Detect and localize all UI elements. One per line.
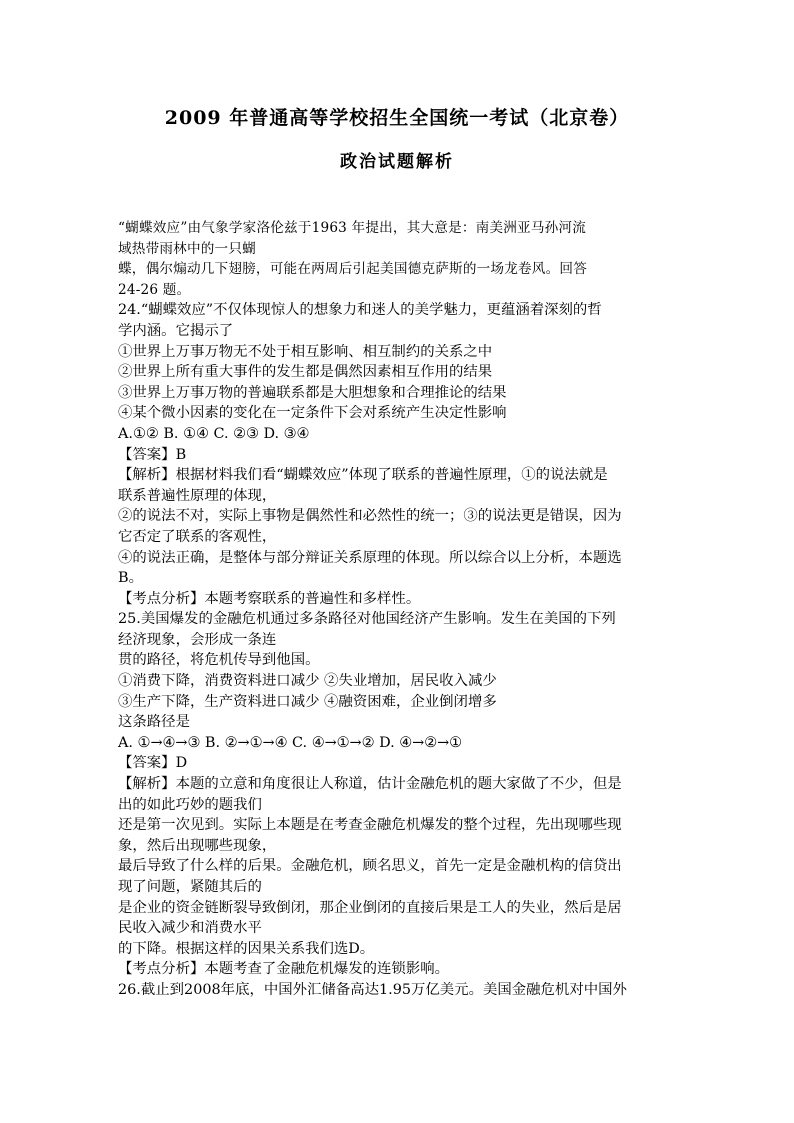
text-line: 最后导致了什么样的后果。金融危机，顾名思义，首先一定是金融机构的信贷出 [118,858,622,875]
text-line: 象，然后出现哪些现象， [118,837,277,854]
text-line: ②世界上所有重大事件的发生都是偶然因素相互作用的结果 [118,364,493,381]
text-line: 还是第一次见到。实际上本题是在考查金融危机爆发的整个过程，先出现哪些现 [118,817,622,834]
text-line: 【答案】D [118,755,188,772]
text-line: 【解析】本题的立意和角度很让人称道，估计金融危机的题大家做了不少，但是 [118,776,622,793]
question-content [118,300,683,1000]
text-line: ③生产下降，生产资料进口减少 ④融资困难，企业倒闭增多 [118,693,497,710]
text-line: 25.美国爆发的金融危机通过多条路径对他国经济产生影响。发生在美国的下列 [118,611,616,628]
text-line: ②的说法不对，实际上事物是偶然性和必然性的统一；③的说法更是错误，因为 [118,508,622,525]
text-line: 域热带雨林中的一只蝴 [118,240,256,257]
text-line: 蝶，偶尔煽动几下翅膀，可能在两周后引起美国德克萨斯的一场龙卷风。回答 [118,261,587,278]
text-line: 26.截止到2008年底，中国外汇储备高达1.95万亿美元。美国金融危机对中国外 [118,981,627,998]
text-line: 24.“蝴蝶效应”不仅体现惊人的想象力和迷人的美学魅力，更蕴涵着深刻的哲 [118,302,602,319]
text-line: ③世界上万事万物的普遍联系都是大胆想象和合理推论的结果 [118,384,507,401]
text-line: 是企业的资金链断裂导致倒闭，那企业倒闭的直接后果是工人的失业，然后是居 [118,899,622,916]
text-line: 贯的路径，将危机传导到他国。 [118,652,320,669]
document-title: 2009 年普通高等学校招生全国统一考试（北京卷） [164,107,630,129]
text-line: A. ①→④→③ B. ②→①→④ C. ④→①→② D. ④→②→① [118,734,463,751]
text-line: 【解析】根据材料我们看“蝴蝶效应”体现了联系的普遍性原理，①的说法就是 [118,467,608,484]
text-line: 学内涵。它揭示了 [118,322,234,339]
text-line: 民收入减少和消费水平 [118,920,262,937]
text-line: 【答案】B [118,446,187,463]
text-line: 出的如此巧妙的题我们 [118,796,262,813]
text-line: ①世界上万事万物无不处于相互影响、相互制约的关系之中 [118,343,493,360]
intro-paragraph [118,218,683,300]
text-line: 它否定了联系的客观性， [118,528,277,545]
text-line: ①消费下降，消费资料进口减少 ②失业增加，居民收入减少 [118,673,497,690]
text-line: 联系普遍性原理的体现， [118,487,277,504]
text-line: 现了问题，紧随其后的 [118,879,262,895]
text-line: B。 [118,570,143,587]
text-line: 的下降。根据这样的因果关系我们选D。 [118,940,375,957]
text-line: A.①② B. ①④ C. ②③ D. ③④ [118,425,310,442]
document-body [118,218,683,1001]
text-line: 经济现象，会形成一条连 [118,631,277,648]
text-line: 这条路径是 [118,714,190,731]
text-line: 24-26 题。 [118,281,191,298]
text-line: “蝴蝶效应”由气象学家洛伦兹于1963 年提出，其大意是：南美洲亚马孙河流 [118,220,587,236]
text-line: ④的说法正确，是整体与部分辩证关系原理的体现。所以综合以上分析，本题选 [118,549,622,566]
document-subtitle: 政治试题解析 [340,152,454,172]
text-line: ④某个微小因素的变化在一定条件下会对系统产生决定性影响 [118,405,507,422]
text-line: 【考点分析】本题考察联系的普遍性和多样性。 [118,590,421,607]
text-line: 【考点分析】本题考查了金融危机爆发的连锁影响。 [118,961,449,978]
